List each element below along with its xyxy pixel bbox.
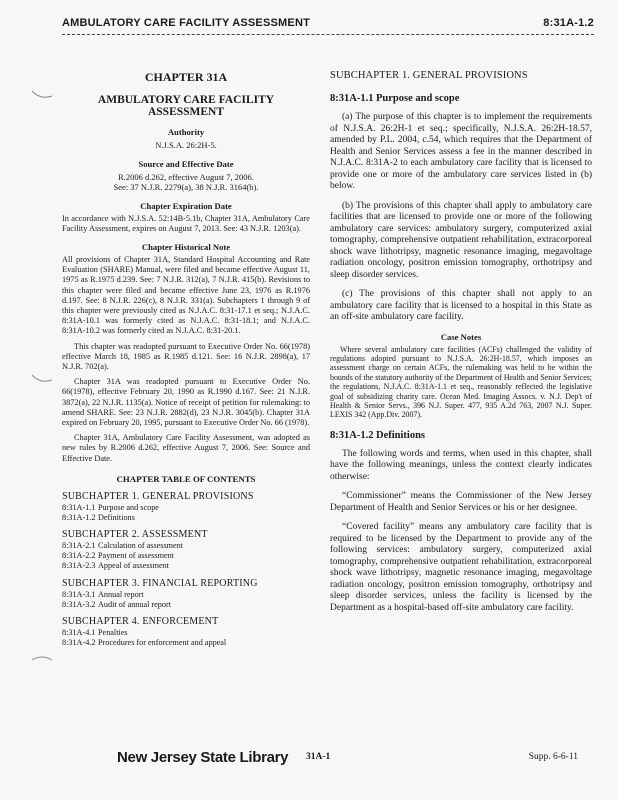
toc-entry-title: Procedures for enforcement and appeal — [98, 638, 227, 648]
subchapter-heading: SUBCHAPTER 1. GENERAL PROVISIONS — [330, 70, 528, 81]
toc-entry-title: Purpose and scope — [98, 502, 159, 512]
supplement-date: Supp. 6-6-11 — [528, 752, 578, 762]
library-watermark: New Jersey State Library — [117, 749, 289, 766]
toc-entry[interactable] — [62, 590, 310, 600]
toc-entry-number: 8:31A-4.1 — [62, 628, 96, 638]
toc-group — [62, 491, 310, 523]
running-header — [62, 14, 594, 35]
toc-entry-number: 8:31A-1.2 — [62, 512, 96, 522]
toc-group — [62, 578, 310, 610]
toc-entry-title: Penalties — [98, 628, 128, 638]
toc-entry-number: 8:31A-3.2 — [62, 599, 96, 609]
expiration-heading: Chapter Expiration Date — [140, 200, 232, 211]
section-number: 8:31A-1.1 — [330, 93, 374, 104]
toc-entry[interactable] — [62, 600, 310, 610]
toc-entry[interactable] — [62, 551, 310, 561]
history-paragraph: Chapter 31A, Ambulatory Care Facility Assessment, was adopted as new rules by R.2006 d.262, effective August 7, 2006. See: Source and Effective Date. — [62, 433, 310, 463]
page-number: 31A-1 — [306, 752, 331, 762]
margin-mark-icon — [30, 652, 56, 666]
toc-entry-title: Annual report — [98, 589, 144, 599]
toc-entry-number: 8:31A-2.1 — [62, 541, 96, 551]
margin-mark-icon — [30, 88, 56, 102]
margin-mark-icon — [30, 372, 56, 386]
toc-entry-number: 8:31A-1.1 — [62, 502, 96, 512]
toc-entry[interactable] — [62, 561, 310, 571]
toc-entry[interactable] — [62, 541, 310, 551]
history-paragraph: Chapter 31A was readopted pursuant to Executive Order No. 66(1978), effective February 20, 1990 as R.1990 d.167. See: 21 N.J.R. 3872(a), 22 N.J.R. 1135(a). Notice of receipt of petition for rulemaking: to amend SHARE. See: 23 N.J.R. 2882(d), 23 N.J.R. 3045(b). Chapter 31A expired on February 20, 1995, pursuant to Executive Order No. 66 (1978). — [62, 377, 310, 427]
history-paragraph: All provisions of Chapter 31A, Standard Hospital Accounting and Rate Evaluation (SHARE) Manual, were filed and became effective August 11, 1975 as R.1975 d.239. See: 7 N.J.R. 312(a), 7 N.J.R. 415(b). Revisions to this chapter were filed and became effective June 23, 1976 as R.1976 d.197. See: 8 N.J.R. 226(c), 8 N.J.R. 331(a). Subchapters 1 through 9 of this chapter were previously cited as N.J.A.C. 8:31-17.1 et seq.; N.J.A.C. 8:31A-10.1 was formerly cited as N.J.A.C. 8:31-18.1; and N.J.A.C. 8:31A-10.2 was formerly cited as N.J.A.C. 8:31-20.1. — [62, 254, 310, 336]
toc-entry[interactable] — [62, 513, 310, 523]
toc-heading: CHAPTER TABLE OF CONTENTS — [116, 473, 256, 484]
source-heading: Source and Effective Date — [138, 158, 234, 169]
chapter-number: CHAPTER 31A — [144, 70, 228, 84]
left-column — [62, 70, 310, 648]
toc-entry[interactable] — [62, 503, 310, 513]
header-section-number: 8:31A-1.2 — [543, 17, 594, 29]
section-heading — [330, 93, 592, 104]
toc-entry[interactable] — [62, 638, 310, 648]
chapter-title: AMBULATORY CARE FACILITY ASSESSMENT — [97, 94, 275, 118]
section-paragraph: (b) The provisions of this chapter shall apply to ambulatory care facilities that are licensed to provide one or more of the following ambulatory care services: ambulatory surgery, computerized axial tomography, comprehensive outpatient rehabilitation, extracorporeal shock wave lithotripsy, magnetic resonance imaging, megavoltage radiation oncology, positron emission tomography, orthotripsy and sleep disorder services. — [330, 200, 592, 280]
definition-covered-facility: “Covered facility” means any ambulatory care facility that is required to be licensed by the Department to provide any of the following services: ambulatory surgery, computerized axial tomography, comprehensive outpatient rehabilitation, extracorporeal shock wave lithotripsy, magnetic resonance imaging, megavoltage radiation oncology, positron emission tomography, orthotripsy and sleep disorder services, unless the facility is licensed by the Department as a hospital-based off-site ambulatory care facility. — [330, 522, 592, 613]
case-notes-heading: Case Notes — [440, 331, 482, 342]
section-paragraph: (c) The provisions of this chapter shall not apply to an ambulatory care facility that is licensed to a hospital in this State as an off-site ambulatory care facility. — [330, 289, 592, 322]
toc-subchapter: SUBCHAPTER 4. ENFORCEMENT — [62, 616, 219, 628]
toc-entry[interactable] — [62, 628, 310, 638]
section-title: Purpose and scope — [376, 93, 460, 104]
toc-group — [62, 529, 310, 570]
section-paragraph: The following words and terms, when used in this chapter, shall have the following meanings, unless the context clearly indicates otherwise: — [330, 448, 592, 482]
toc-entry-title: Audit of annual report — [98, 599, 171, 609]
toc-entry-number: 8:31A-2.3 — [62, 560, 96, 570]
toc-subchapter: SUBCHAPTER 1. GENERAL PROVISIONS — [62, 490, 254, 502]
page-footer — [0, 749, 618, 769]
toc-subchapter: SUBCHAPTER 3. FINANCIAL REPORTING — [62, 577, 258, 589]
source-line-2: See: 37 N.J.R. 2279(a), 38 N.J.R. 3164(b). — [113, 182, 259, 192]
case-note-text: Where several ambulatory care facilities (ACFs) challenged the validity of regulations adopted pursuant to N.J.S.A. 26:2H-18.57, which imposes an assessment charge on certain ACFs, the rulemaking was held to be within the bounds of the statutory authority of the Department of Health and Senior Services; the regulations, N.J.A.C. 8:31A-1.1 et seq., reasonably reflected the legislative goal of subsidizing charity care. Ocean Med. Imaging Assocs. v. N.J. Dep't of Health & Senior Servs., 396 N.J. Super. 477, 935 A.2d 763, 2007 N.J. Super. LEXIS 342 (App.Div. 2007). — [330, 344, 592, 420]
section-paragraph: (a) The purpose of this chapter is to implement the requirements of N.J.S.A. 26:2H-1 et seq.; specifically, N.J.S.A. 26:2H-18.57, amended by P.L. 2004, c.54, which requires that the Department of Health and Senior Services assess a fee in the manner described in N.J.A.C. 8:31A-2 to each ambulatory care facility that is licensed to provide one or more of the ambulatory care services listed in (b) below. — [330, 112, 592, 191]
toc-group — [62, 616, 310, 648]
definition-commissioner: “Commissioner” means the Commissioner of the New Jersey Department of Health and Senior Services or his or her designee. — [330, 491, 592, 513]
authority-text: N.J.S.A. 26:2H-5. — [155, 140, 217, 150]
toc-entry-number: 8:31A-4.2 — [62, 638, 96, 648]
toc-entry-number: 8:31A-3.1 — [62, 589, 96, 599]
toc-entry-title: Definitions — [98, 512, 135, 522]
section-title: Definitions — [376, 429, 426, 441]
right-column — [330, 70, 592, 622]
header-title: AMBULATORY CARE FACILITY ASSESSMENT — [62, 17, 311, 29]
section-number: 8:31A-1.2 — [330, 429, 374, 441]
source-line-1: R.2006 d.262, effective August 7, 2006. — [118, 171, 254, 182]
toc-entry-number: 8:31A-2.2 — [62, 551, 96, 561]
expiration-text: In accordance with N.J.S.A. 52:14B-5.1b, Chapter 31A, Ambulatory Care Facility Assessment, expires on August 7, 2013. See: 43 N.J.R. 1203(a). — [62, 213, 310, 233]
toc-subchapter: SUBCHAPTER 2. ASSESSMENT — [62, 529, 208, 541]
toc-entry-title: Calculation of assessment — [98, 541, 184, 551]
history-heading: Chapter Historical Note — [141, 241, 231, 252]
toc-entry-title: Appeal of assessment — [98, 560, 169, 570]
section-heading — [330, 430, 592, 441]
history-paragraph: This chapter was readopted pursuant to Executive Order No. 66(1978) effective March 18, 1985 as R.1985 d.121. See: 16 N.J.R. 2898(a), 17 N.J.R. 702(a). — [62, 341, 310, 371]
authority-heading: Authority — [167, 127, 205, 137]
toc-entry-title: Payment of assessment — [98, 551, 174, 561]
